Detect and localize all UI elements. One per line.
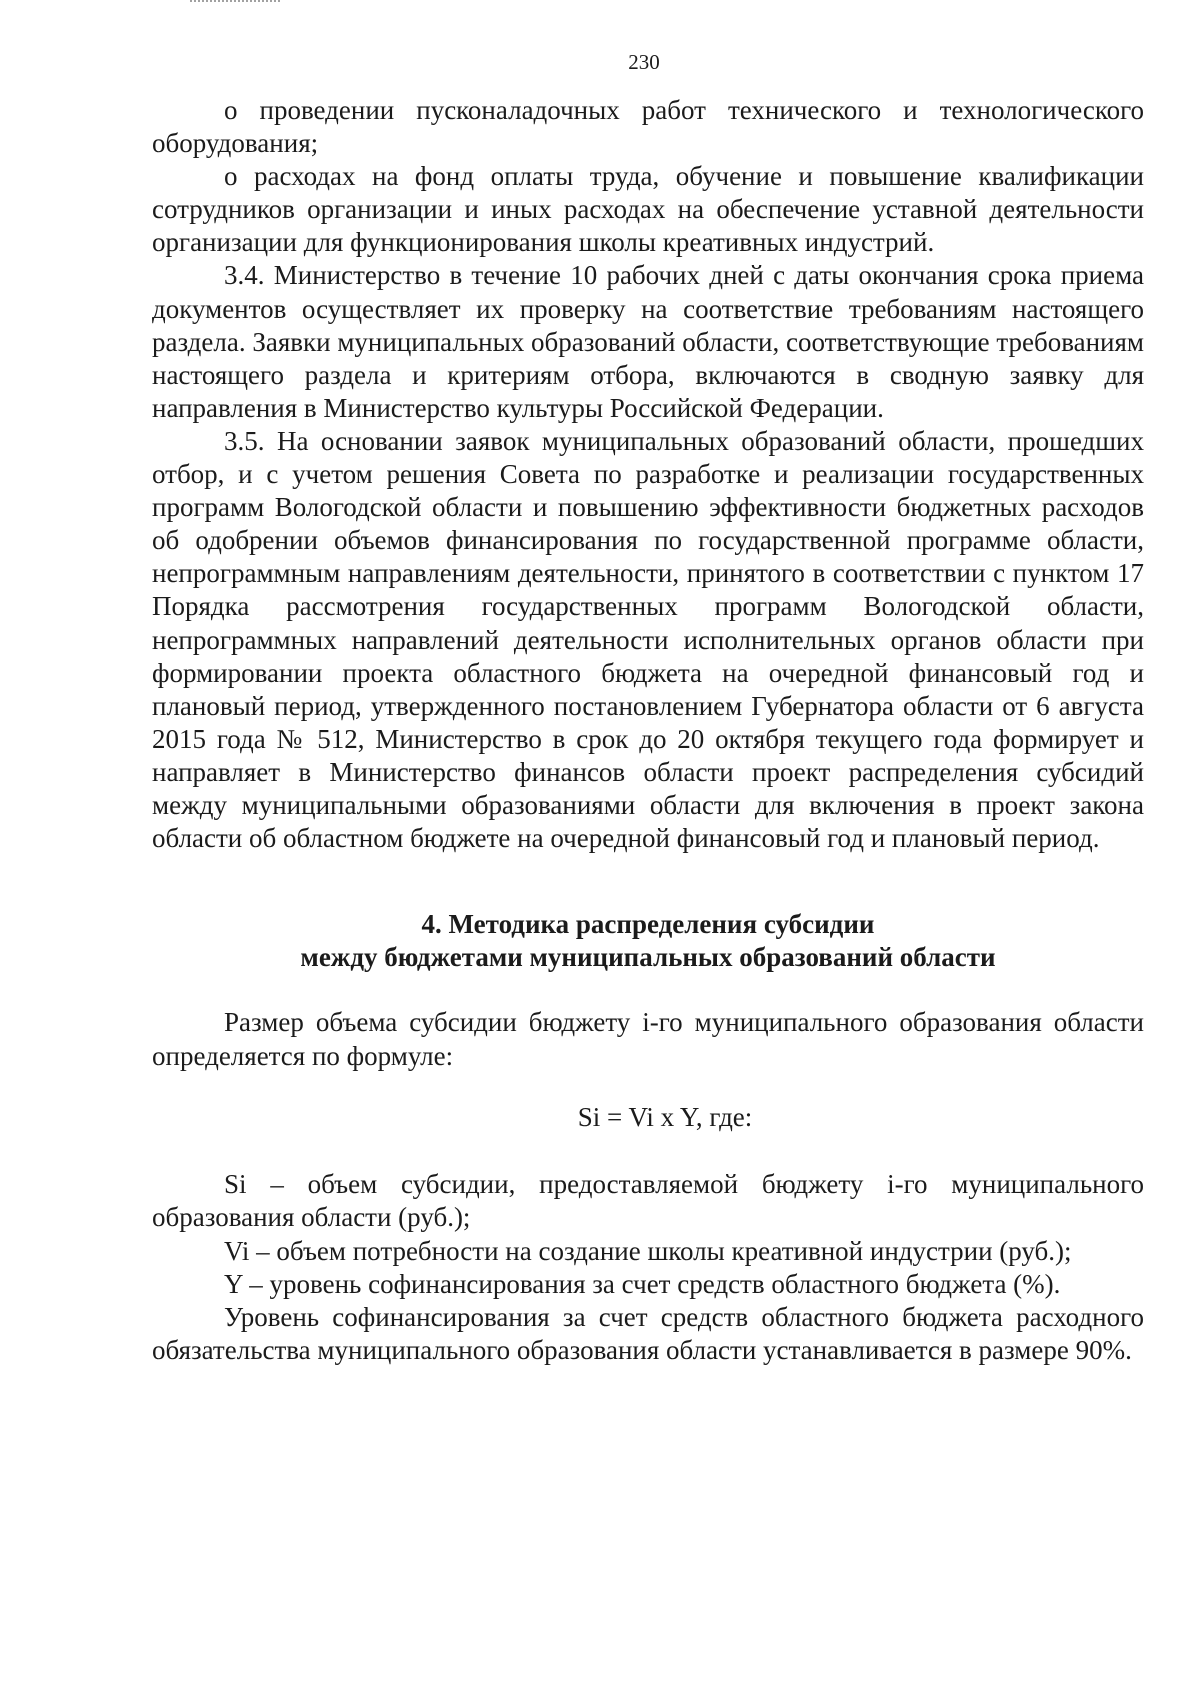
paragraph-3-5: 3.5. На основании заявок муниципальных образований области, прошедших отбор, и с учетом решения Совета по разработке и реализации государственных программ Вологодской области и повышению эффективности бюджетных расходов об одобрении объемов финансирования по государственной программе области, непрограммным направлениям деятельности, принятого в соответствии с пунктом 17 Порядка рассмотрения государственных программ Вологодской области, непрограммных направлений деятельности исполнительных органов области при формировании проекта областного бюджета на очередной финансовый год и плановый период, утвержденного постановлением Губернатора области от 6 августа 2015 года № 512, Министерство в срок до 20 октября текущего года формирует и направляет в Министерство финансов области проект распределения субсидий между муниципальными образованиями области для включения в проект закона области об областном бюджете на очередной финансовый год и плановый период. bbox=[152, 425, 1144, 854]
formula-definitions bbox=[152, 1168, 1144, 1368]
subsidy-formula: Si = Vi x Y, где: bbox=[577, 1102, 753, 1132]
section-4-heading-line2: между бюджетами муниципальных образований области bbox=[300, 942, 996, 972]
section-4-heading bbox=[152, 908, 1144, 974]
paragraph-cofinancing-level: Уровень софинансирования за счет средств областного бюджета расходного обязательства муниципального образования области устанавливается в размере 90%. bbox=[152, 1302, 1144, 1366]
paragraph-formula-intro: Размер объема субсидии бюджету i-го муниципального образования области определяется по формуле: bbox=[152, 1007, 1144, 1071]
definition-y: Y – уровень софинансирования за счет средств областного бюджета (%). bbox=[224, 1268, 1061, 1299]
scan-artifact bbox=[190, 0, 280, 5]
paragraph-equipment: о проведении пусконаладочных работ технического и технологического оборудования; bbox=[152, 95, 1144, 159]
paragraph-expenses: о расходах на фонд оплаты труда, обучение и повышение квалификации сотрудников организации и иных расходах на обеспечение уставной деятельности организации для функционирования школы креативных индустрий. bbox=[152, 161, 1144, 258]
definition-si: Si – объем субсидии, предоставляемой бюджету i-го муниципального образования области (руб.); bbox=[152, 1169, 1144, 1233]
section4-intro bbox=[152, 1006, 1144, 1073]
section-4-heading-line1: 4. Методика распределения субсидии bbox=[421, 909, 875, 939]
definition-vi: Vi – объем потребности на создание школы креативной индустрии (руб.); bbox=[224, 1235, 1072, 1266]
section3-body bbox=[152, 94, 1144, 855]
paragraph-3-4: 3.4. Министерство в течение 10 рабочих дней с даты окончания срока приема документов осуществляет их проверку на соответствие требованиям настоящего раздела. Заявки муниципальных образований области, соответствующие требованиям настоящего раздела и критериям отбора, включаются в сводную заявку для направления в Министерство культуры Российской Федерации. bbox=[152, 260, 1144, 423]
page-number: 230 bbox=[628, 50, 660, 74]
